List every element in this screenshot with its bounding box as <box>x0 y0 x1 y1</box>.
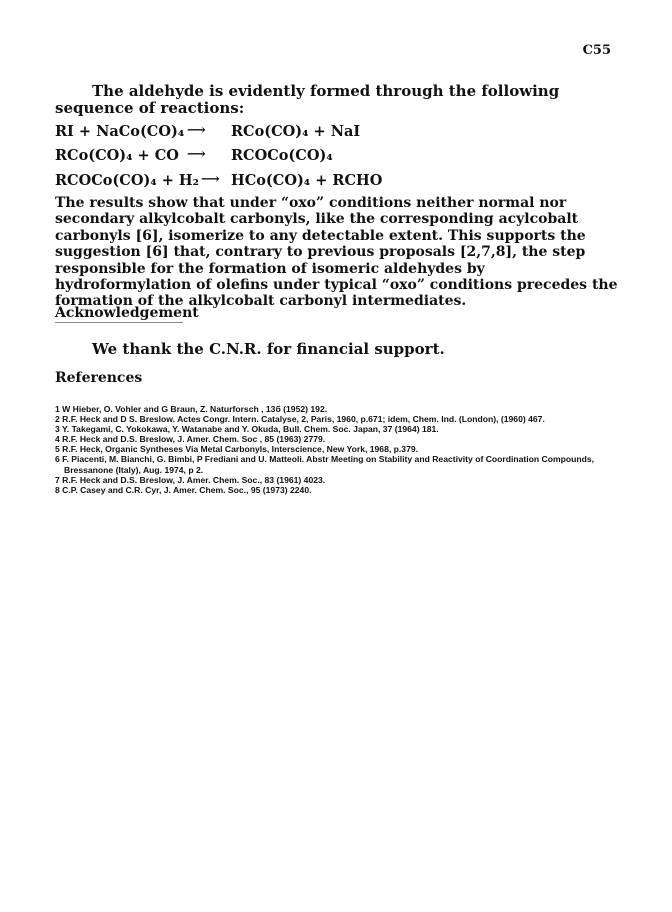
intro-paragraph: The aldehyde is evidently formed through the following sequence of reactions: <box>55 82 560 117</box>
reaction-3-products: HCo(CO)₄ + RCHO <box>231 172 383 189</box>
reaction-arrow-icon: ⟶ <box>201 172 220 187</box>
reaction-1-products: RCo(CO)₄ + NaI <box>231 123 361 140</box>
reaction-1-reactants: RI + NaCo(CO)₄ <box>55 123 185 140</box>
reference-item: 5 R.F. Heck, Organic Syntheses Via Metal Carbonyls, Interscience, New York, 1968, p.379. <box>55 444 419 455</box>
reaction-arrow-icon: ⟶ <box>187 123 206 138</box>
reference-list <box>55 404 625 495</box>
references-heading: References <box>55 370 143 386</box>
page-number: C55 <box>582 43 611 58</box>
results-paragraph: The results show that under “oxo” conditions neither normal nor secondary alkylcobalt carbonyls, like the corresponding acylcobalt carbonyls [6], isomerize to any detectable extent. This supports the suggestion [6] that, contrary to previous proposals [2,7,8], the step responsible for the formation of isomeric aldehydes by hydroformylation of olefins under typical “oxo” conditions precedes the formation of the alkylcobalt carbonyl intermediates. <box>55 195 618 310</box>
acknowledgement-text: We thank the C.N.R. for financial support. <box>92 340 445 358</box>
reference-item: 6 F. Piacenti, M. Bianchi, G. Bimbi, P Frediani and U. Matteoli. Abstr Meeting on Stability and Reactivity of Coordination Compounds, Bressanone (Italy), Aug. 1974, p 2. <box>55 454 595 475</box>
reaction-arrow-icon: ⟶ <box>187 147 206 162</box>
reaction-3-reactants: RCOCo(CO)₄ + H₂ <box>55 172 199 189</box>
reference-item: 4 R.F. Heck and D.S. Breslow, J. Amer. Chem. Soc , 85 (1963) 2779. <box>55 434 326 445</box>
reaction-2-reactants: RCo(CO)₄ + CO <box>55 147 179 164</box>
reference-item: 2 R.F. Heck and D S. Breslow. Actes Congr. Intern. Catalyse, 2, Paris, 1960, p.671; idem, Chem. Ind. (London), (1960) 467. <box>55 414 545 425</box>
reference-item: 3 Y. Takegami, C. Yokokawa, Y. Watanabe and Y. Okuda, Bull. Chem. Soc. Japan, 37 (1964) 181. <box>55 424 439 435</box>
reference-item: 7 R.F. Heck and D.S. Breslow, J. Amer. Chem. Soc., 83 (1961) 4023. <box>55 474 326 485</box>
reaction-2-products: RCOCo(CO)₄ <box>231 147 333 164</box>
heading-underline <box>55 322 183 323</box>
reference-item: 1 W Hieber, O. Vohler and G Braun, Z. Naturforsch , 13б (1952) 192. <box>55 404 328 414</box>
acknowledgement-heading: Acknowledgement <box>55 305 199 321</box>
reference-item: 8 C.P. Casey and C.R. Cyr, J. Amer. Chem. Soc., 95 (1973) 2240. <box>55 484 312 495</box>
